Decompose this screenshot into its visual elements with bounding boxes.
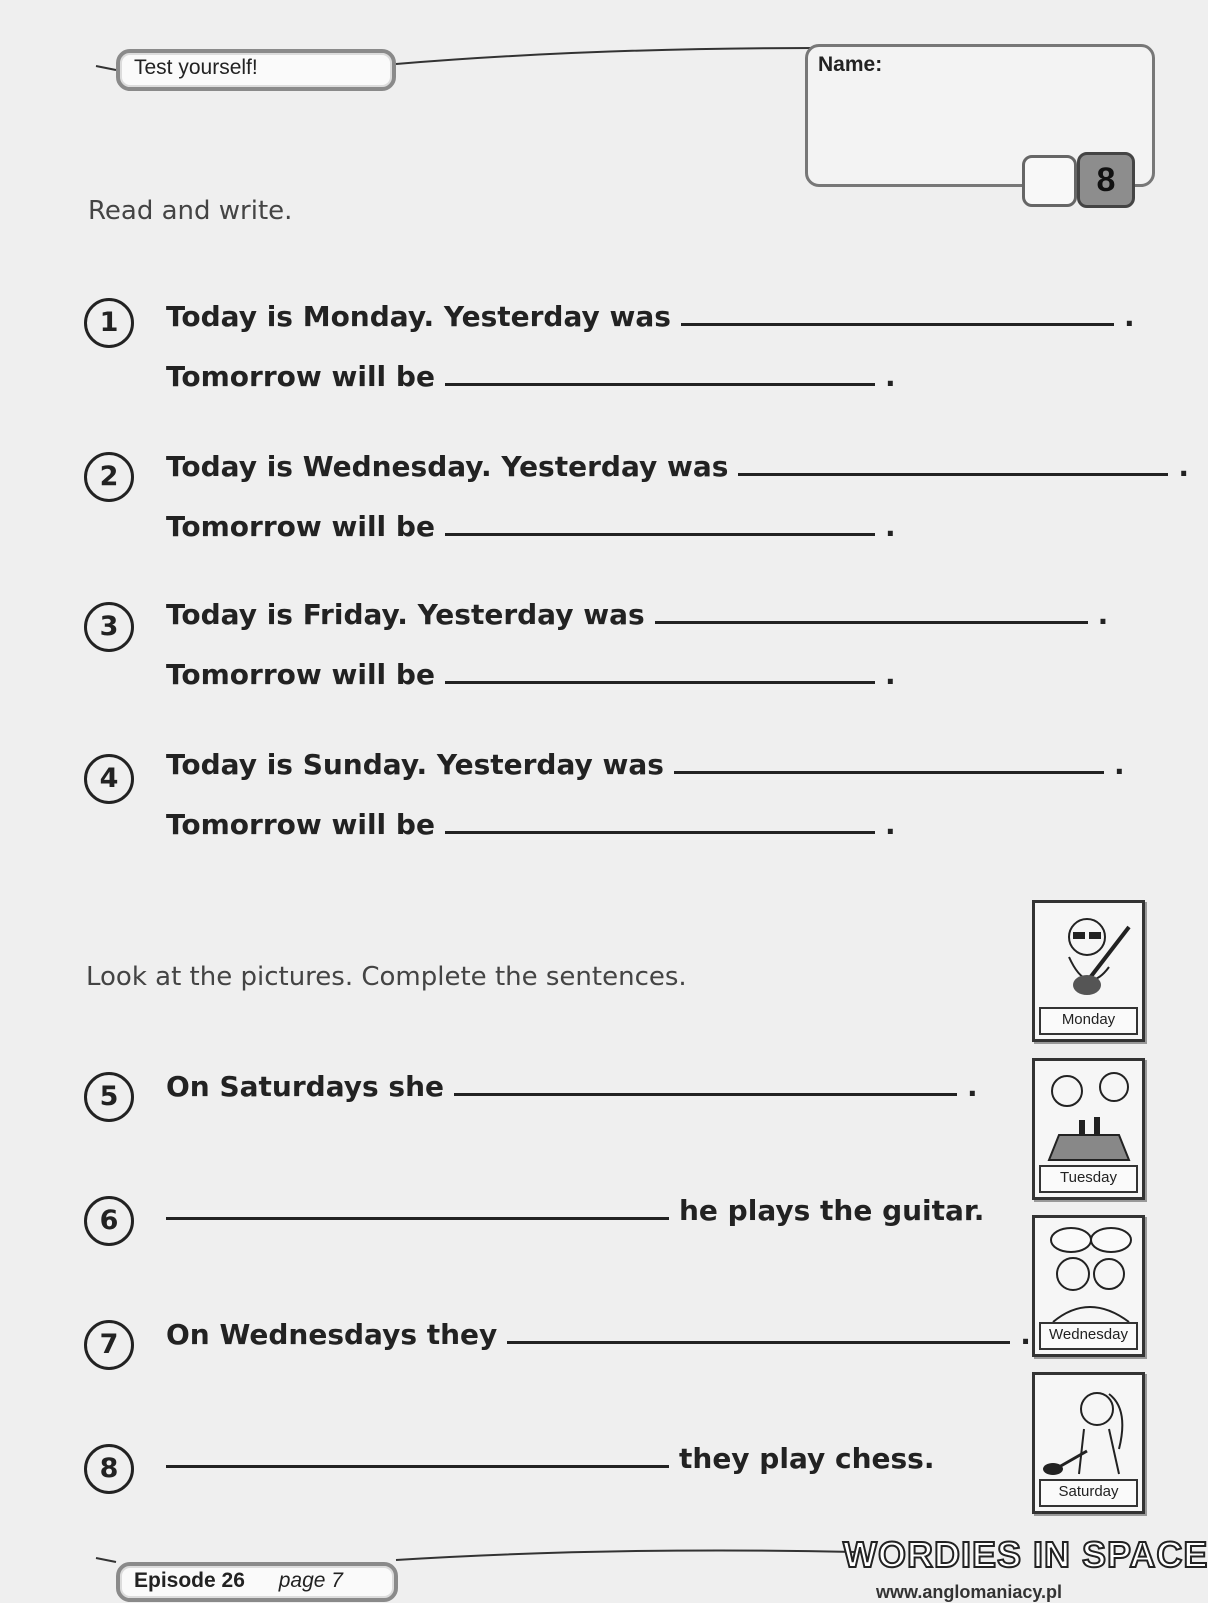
- guitar-player-icon: [1039, 907, 1139, 1011]
- question-4-line-1: [166, 748, 1125, 781]
- answer-blank-5[interactable]: [454, 1092, 957, 1096]
- answer-blank-1b[interactable]: [445, 382, 875, 386]
- question-6: [166, 1194, 984, 1227]
- question-4-text-1: Today is Sunday. Yesterday was: [166, 748, 664, 781]
- tennis-girl-icon: [1039, 1379, 1139, 1483]
- footer-url: www.anglomaniacy.pl: [876, 1582, 1063, 1602]
- question-number-1: 1: [84, 298, 134, 348]
- answer-blank-3b[interactable]: [445, 680, 875, 684]
- question-8: [166, 1442, 934, 1475]
- question-7-text: On Wednesdays they: [166, 1318, 498, 1351]
- question-6-text: he plays the guitar.: [679, 1194, 985, 1227]
- question-3-text-1: Today is Friday. Yesterday was: [166, 598, 645, 631]
- question-number-2: 2: [84, 452, 134, 502]
- question-2-text-1: Today is Wednesday. Yesterday was: [166, 450, 729, 483]
- name-label: Name:: [818, 53, 883, 76]
- period: .: [1178, 450, 1190, 483]
- question-4-line-2: [166, 808, 896, 841]
- score-empty-box: [1022, 155, 1077, 207]
- question-3-text-2: Tomorrow will be: [166, 658, 435, 691]
- picture-caption-wednesday: Wednesday: [1039, 1322, 1138, 1350]
- question-3-line-1: [166, 598, 1108, 631]
- episode-label: Episode 26: [134, 1569, 245, 1592]
- section2-instruction: Look at the pictures. Complete the sentences.: [86, 962, 687, 992]
- test-yourself-tab: [116, 49, 396, 91]
- question-number-7: 7: [84, 1320, 134, 1370]
- period: .: [1113, 748, 1125, 781]
- picture-tuesday: [1032, 1058, 1145, 1200]
- answer-blank-8[interactable]: [166, 1464, 669, 1468]
- question-2-text-2: Tomorrow will be: [166, 510, 435, 543]
- question-1-text-2: Tomorrow will be: [166, 360, 435, 393]
- period: .: [1020, 1318, 1031, 1351]
- picture-caption-tuesday: Tuesday: [1039, 1165, 1138, 1193]
- answer-blank-3a[interactable]: [655, 620, 1088, 624]
- picture-caption-saturday: Saturday: [1039, 1479, 1138, 1507]
- question-5-text: On Saturdays she: [166, 1070, 445, 1103]
- question-4-text-2: Tomorrow will be: [166, 808, 435, 841]
- question-number-4: 4: [84, 754, 134, 804]
- period: .: [1123, 300, 1135, 333]
- question-number-3: 3: [84, 602, 134, 652]
- score-badge: 8: [1077, 152, 1135, 208]
- cooks-icon: [1039, 1222, 1139, 1326]
- question-8-text: they play chess.: [679, 1442, 935, 1475]
- episode-tab: [116, 1562, 398, 1602]
- section1-instruction: Read and write.: [88, 196, 293, 226]
- answer-blank-6[interactable]: [166, 1216, 669, 1220]
- period: .: [884, 510, 896, 543]
- picture-monday: [1032, 900, 1145, 1042]
- answer-blank-2a[interactable]: [738, 472, 1168, 476]
- picture-caption-monday: Monday: [1039, 1007, 1138, 1035]
- period: .: [884, 658, 896, 691]
- question-7: [166, 1318, 1031, 1351]
- wordies-in-space-logo: WORDIES IN SPACE: [843, 1534, 1208, 1575]
- period: .: [884, 360, 896, 393]
- answer-blank-1a[interactable]: [681, 322, 1114, 326]
- period: .: [1097, 598, 1109, 631]
- question-1-line-2: [166, 360, 896, 393]
- period: .: [967, 1070, 978, 1103]
- page-label: page 7: [278, 1569, 343, 1592]
- chess-players-icon: [1039, 1065, 1139, 1169]
- question-number-6: 6: [84, 1196, 134, 1246]
- question-2-line-2: [166, 510, 896, 543]
- answer-blank-2b[interactable]: [445, 532, 875, 536]
- picture-saturday: [1032, 1372, 1145, 1514]
- question-1-text-1: Today is Monday. Yesterday was: [166, 300, 671, 333]
- question-5: [166, 1070, 978, 1103]
- answer-blank-7[interactable]: [507, 1340, 1010, 1344]
- question-3-line-2: [166, 658, 896, 691]
- answer-blank-4a[interactable]: [674, 770, 1104, 774]
- picture-wednesday: [1032, 1215, 1145, 1357]
- question-2-line-1: [166, 450, 1189, 483]
- question-number-8: 8: [84, 1444, 134, 1494]
- question-number-5: 5: [84, 1072, 134, 1122]
- answer-blank-4b[interactable]: [445, 830, 875, 834]
- question-1-line-1: [166, 300, 1135, 333]
- period: .: [884, 808, 896, 841]
- test-yourself-label: Test yourself!: [134, 56, 258, 79]
